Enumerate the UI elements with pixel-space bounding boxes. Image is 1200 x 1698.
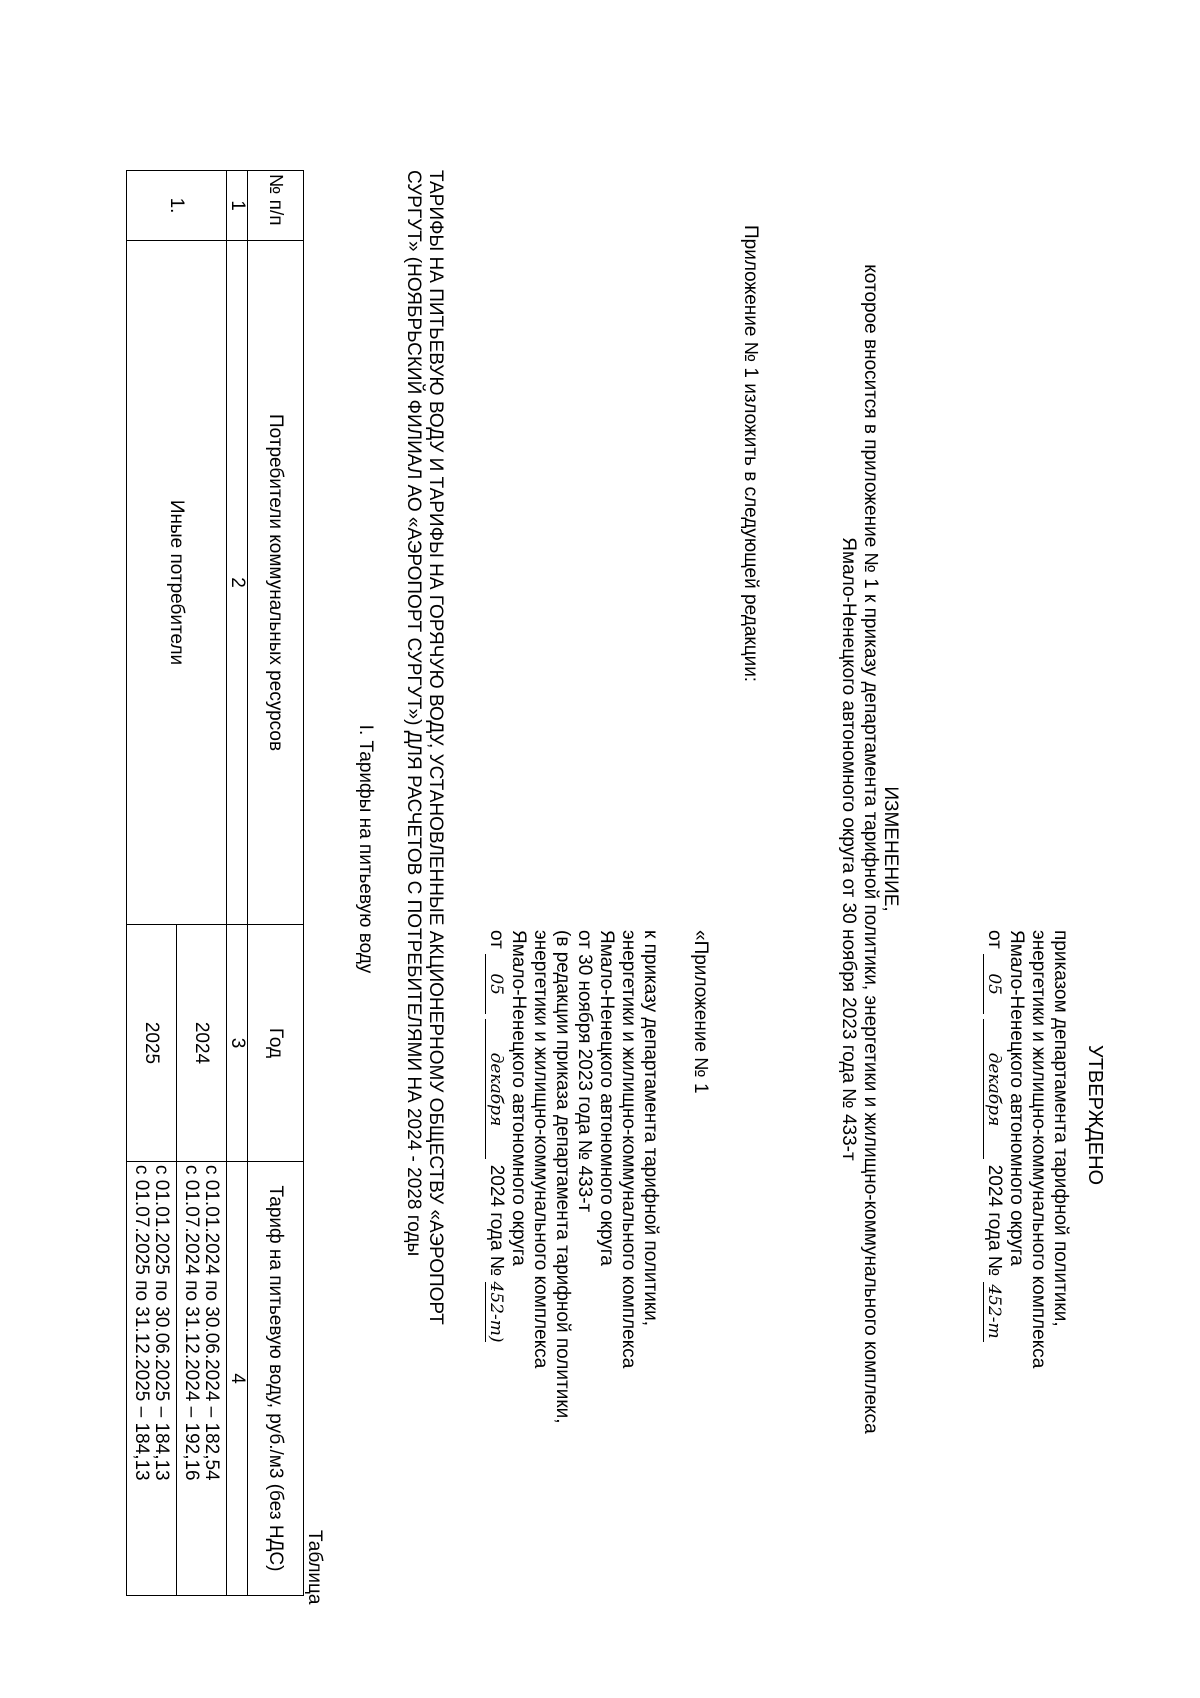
- approval-title: УТВЕРЖДЕНО: [1084, 1045, 1106, 1186]
- colnum-4: 4: [227, 1162, 248, 1596]
- approval-day: 05: [983, 954, 1004, 1014]
- heading-line-1: которое вносится в приложение № 1 к приказу департамента тарифной политики, энергетики и жилищно-коммунального комплекса: [860, 264, 881, 1434]
- main-title-line-1: ТАРИФЫ НА ПИТЬЕВУЮ ВОДУ И ТАРИФЫ НА ГОРЯЧУЮ ВОДУ, УСТАНОВЛЕННЫЕ АКЦИОНЕРНОМУ ОБЩЕСТВУ «АЭРОПОРТ: [425, 170, 446, 1325]
- colnum-3: 3: [227, 925, 248, 1162]
- header-consumers: Потребители коммунальных ресурсов: [248, 241, 304, 925]
- approval-line: приказом департамента тарифной политики,: [1050, 930, 1071, 1327]
- colnum-2: 2: [227, 241, 248, 925]
- tariff-period: с 01.07.2025 по 31.12.2025 – 184,13: [131, 1165, 153, 1481]
- approval-line: Ямало-Ненецкого автономного округа: [1006, 930, 1027, 1266]
- row-tariff-periods: [177, 1162, 227, 1596]
- approval-month: декабря: [983, 1019, 1004, 1159]
- colnum-1: 1: [227, 171, 248, 241]
- row-num: 1.: [127, 171, 227, 241]
- appendix-line: от 30 ноября 2023 года № 433-т: [574, 930, 595, 1213]
- tariff-table: [126, 170, 304, 1596]
- appendix-line: энергетики и жилищно-коммунального комплекса: [530, 930, 551, 1369]
- appendix-title: «Приложение № 1: [690, 930, 711, 1094]
- appendix-month: декабря: [485, 1019, 506, 1159]
- main-title-line-2: СУРГУТ» (НОЯБРЬСКИЙ ФИЛИАЛ АО «АЭРОПОРТ СУРГУТ») ДЛЯ РАСЧЕТОВ С ПОТРЕБИТЕЛЯМИ НА 2024 - 2028 годы: [403, 170, 424, 1257]
- approval-number: 452-т: [983, 1282, 1004, 1342]
- tariff-period: с 01.01.2025 по 30.06.2025 – 184,13: [151, 1165, 173, 1481]
- row-year: 2025: [127, 925, 177, 1162]
- table-row: [177, 171, 227, 1596]
- approval-block: [982, 930, 1070, 1368]
- appendix-line: Ямало-Ненецкого автономного округа: [596, 930, 617, 1266]
- row-consumer: Иные потребители: [127, 241, 227, 925]
- date-prefix: от: [984, 930, 1005, 949]
- approval-date-line: [982, 930, 1004, 1368]
- appendix-line: Ямало-Ненецкого автономного округа: [508, 930, 529, 1266]
- appendix-line: к приказу департамента тарифной политики,: [640, 930, 661, 1327]
- header-num: № п/п: [248, 171, 304, 241]
- row-year: 2024: [177, 925, 227, 1162]
- header-year: Год: [248, 925, 304, 1162]
- appendix-block: [484, 930, 660, 1424]
- tariff-period: с 01.07.2024 по 31.12.2024 – 192,16: [181, 1165, 203, 1481]
- appendix-line: (в редакции приказа департамента тарифной политики,: [552, 930, 573, 1424]
- tariff-period: с 01.01.2024 по 30.06.2024 – 182,54: [201, 1165, 223, 1481]
- heading-line-2: Ямало-Ненецкого автономного округа от 30 ноября 2023 года № 433-т: [838, 537, 859, 1161]
- header-tariff: Тариф на питьевую воду, руб./м3 (без НДС): [248, 1162, 304, 1596]
- approval-line: энергетики и жилищно-коммунального комплекса: [1028, 930, 1049, 1369]
- row-tariff-periods: [127, 1162, 177, 1596]
- appendix-date-line: [484, 930, 506, 1424]
- table-colnum-row: [227, 171, 248, 1596]
- table-label: Таблица: [304, 1530, 325, 1605]
- heading-title: ИЗМЕНЕНИЕ,: [880, 786, 901, 912]
- section-title: I. Тарифы на питьевую воду: [355, 724, 376, 974]
- table-header-row: [248, 171, 304, 1596]
- date-suffix: 2024 года №: [486, 1164, 507, 1277]
- date-prefix: от: [486, 930, 507, 949]
- appendix-line: энергетики и жилищно-коммунального комплекса: [618, 930, 639, 1369]
- appendix-day: 05: [485, 954, 506, 1014]
- date-suffix: 2024 года №: [984, 1164, 1005, 1277]
- appendix-number: 452-т): [486, 1281, 506, 1343]
- instruction-text: Приложение № 1 изложить в следующей редакции:: [740, 225, 761, 683]
